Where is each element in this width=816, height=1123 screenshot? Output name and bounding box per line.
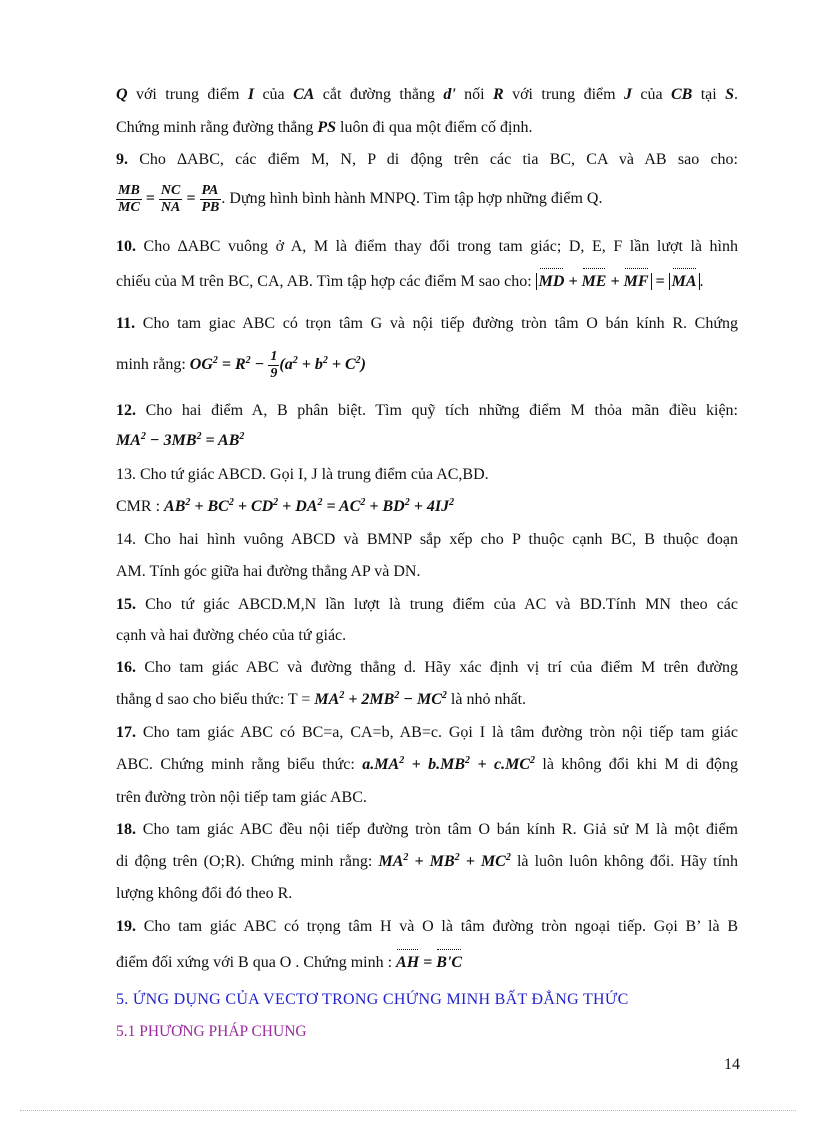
page-number: 14 <box>724 1056 740 1073</box>
p14-line-1: 14. Cho hai hình vuông ABCD và BMNP sắp xếp cho P thuộc cạnh BC, B thuộc đoạn <box>116 531 738 548</box>
section-heading-5-1: 5.1 PHƯƠNG PHÁP CHUNG <box>116 1023 307 1040</box>
fraction-nc-na: $\frac{NC}{NA}$ <box>160 182 181 215</box>
p12-line-1: 12. Cho hai điểm A, B phân biệt. Tìm quỹ tích những điểm M thỏa mãn điều kiện: <box>116 402 738 419</box>
p9-line-1: 9. Cho ∆ABC, các điểm M, N, P di động trên các tia BC, CA và AB sao cho: <box>116 151 738 168</box>
p13-formula: CMR : $AB^2 + BC^2 + CD^2 + DA^2 = AC^2 + BD^2 + 4IJ^2$ <box>116 497 455 515</box>
p10-line-1: 10. Cho ∆ABC vuông ở A, M là điểm thay đổi trong tam giác; D, E, F lần lượt là hình <box>116 238 738 255</box>
vector-sum-abs: MD + ME + MF <box>536 273 652 290</box>
p19-line-2: điểm đối xứng với B qua O . Chứng minh : AH = B'C <box>116 952 738 974</box>
p9-line-2: $\frac{MB}{MC}$ = $\frac{NC}{NA}$ = $\frac{PA}{PB}$ . Dựng hình bình hành MNPQ. Tìm tập hợp những điểm Q. <box>118 182 603 215</box>
formula-og: $OG^2 = R^2$ − <box>189 355 269 373</box>
p11-line-2: minh rằng: $OG^2 = R^2$ − $\frac{1}{9}$ $(a^2 + b^2 + C^2)$ <box>116 348 366 381</box>
p12-formula: $MA^2 - 3MB^2 = AB^2$ <box>116 431 245 449</box>
p10-line-2: chiếu của M trên BC, CA, AB. Tìm tập hợp các điểm M sao cho: MD + ME + MF = MA . <box>116 271 738 293</box>
fraction-pa-pb: $\frac{PA}{PB}$ <box>201 182 220 215</box>
p15-line-1: 15. Cho tứ giác ABCD.M,N lần lượt là trung điểm của AC và BD.Tính MN theo các <box>116 596 738 613</box>
p18-line-1: 18. Cho tam giác ABC đều nội tiếp đường tròn tâm O bán kính R. Giả sử M là một điểm <box>116 821 738 838</box>
p19-line-1: 19. Cho tam giác ABC có trọng tâm H và O là tâm đường tròn ngoại tiếp. Gọi B’ là B <box>116 918 738 935</box>
p11-line-1: 11. Cho tam giac ABC có trọn tâm G và nội tiếp đường tròn tâm O bán kính R. Chứng <box>116 315 738 332</box>
p18-line-3: lượng không đổi đó theo R. <box>116 885 293 902</box>
p17-line-1: 17. Cho tam giác ABC có BC=a, CA=b, AB=c. Gọi I là tâm đường tròn nội tiếp tam giác <box>116 724 738 741</box>
page-bottom-dotted-divider <box>20 1110 796 1111</box>
p14-line-2: AM. Tính góc giữa hai đường thẳng AP và DN. <box>116 563 421 580</box>
p8-line-2: Chứng minh rằng đường thẳng PS luôn đi qua một điểm cố định. <box>116 119 533 136</box>
p16-line-1: 16. Cho tam giác ABC và đường thẳng d. Hãy xác định vị trí của điểm M trên đường <box>116 659 738 676</box>
p17-line-3: trên đường tròn nội tiếp tam giác ABC. <box>116 789 367 806</box>
p15-line-2: cạnh và hai đường chéo của tứ giác. <box>116 627 347 644</box>
fraction-mb-mc: $\frac{MB}{MC}$ <box>118 182 140 215</box>
p16-line-2: thẳng d sao cho biểu thức: $T = MA^2 + 2MB^2 - MC^2$ là nhỏ nhất. <box>116 690 527 708</box>
p18-line-2: di động trên (O;R). Chứng minh rằng: $MA^2 + MB^2 + MC^2$ là luôn luôn không đổi. Hãy tính <box>116 852 739 870</box>
section-heading-5: 5. ỨNG DỤNG CỦA VECTƠ TRONG CHỨNG MINH BẤT ĐẲNG THỨC <box>116 991 629 1008</box>
p8-line-1: Q với trung điểm I của CA cắt đường thẳng d' nối R với trung điểm J của CB tại S. <box>116 86 739 103</box>
vector-ma-abs: MA <box>669 273 700 290</box>
p13-line-1: 13. Cho tứ giác ABCD. Gọi I, J là trung điểm của AC,BD. <box>116 466 489 483</box>
p17-line-2: ABC. Chứng minh rằng biểu thức: $a.MA^2 + b.MB^2 + c.MC^2$ là không đổi khi M di động <box>116 755 739 773</box>
fraction-one-ninth: $\frac{1}{9}$ <box>270 348 278 381</box>
